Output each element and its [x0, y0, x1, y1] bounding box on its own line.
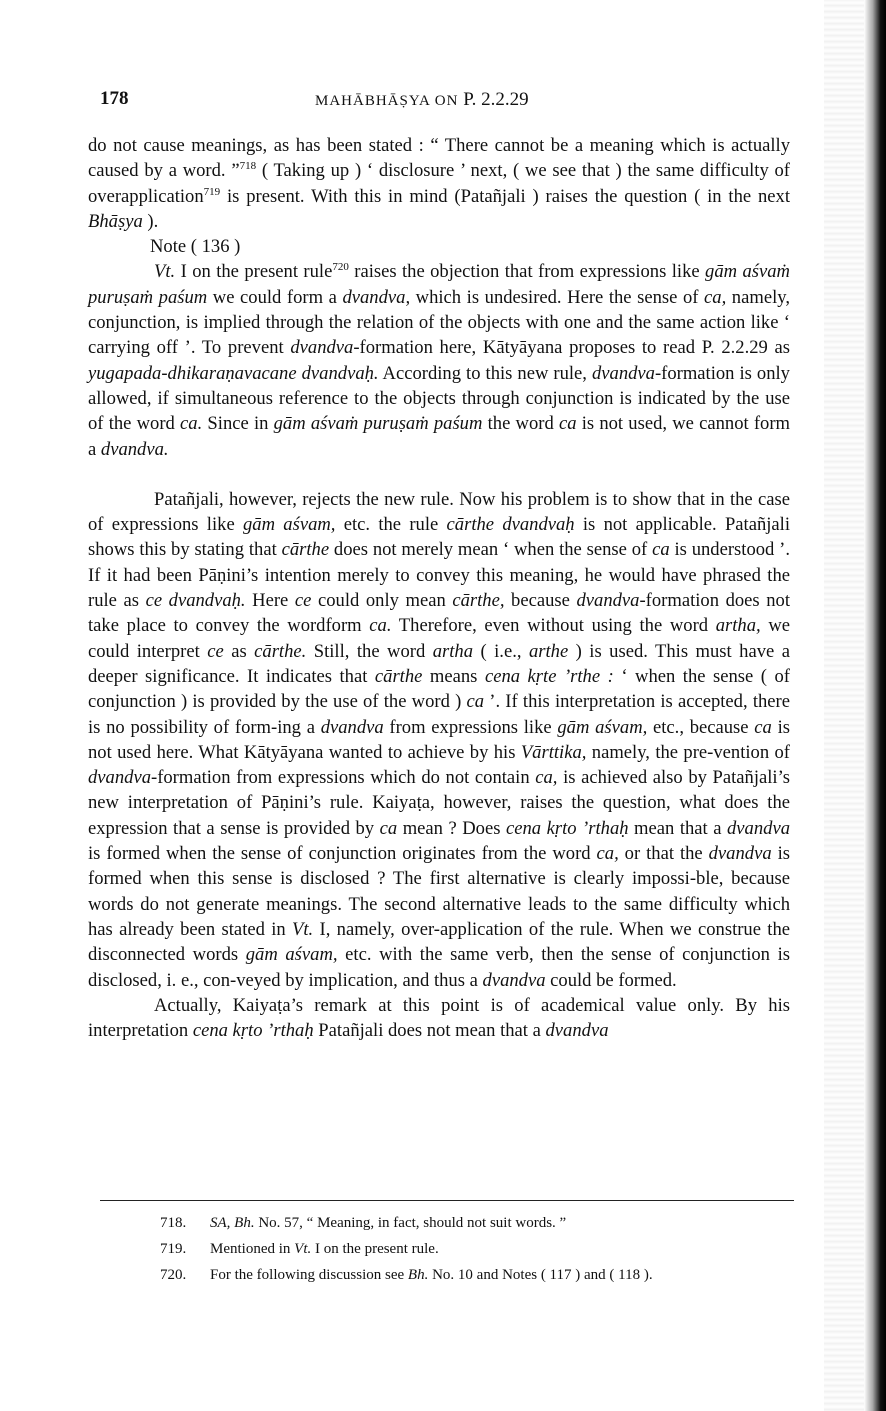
paragraph-continued: do not cause meanings, as has been stated : “ There cannot be a meaning which is actually caused by a word. ”$^{718}$ ( Taking up ) ‘ disclosure ’ next, ( we see that ) the same difficulty of overapplication$^{719}$ is present. With this in mind (Patañjali ) raises the question ( in the next Bhāṣya ).	[88, 135, 790, 232]
footnote-divider	[100, 1200, 794, 1201]
body-text	[88, 133, 790, 1043]
footnote-718: 718. SA, Bh. No. 57, “ Meaning, in fact, should not suit words. ”	[160, 1215, 567, 1231]
footnote-720: 720. For the following discussion see Bh. No. 10 and Notes ( 117 ) and ( 118 ).	[160, 1267, 653, 1283]
scan-page-edge	[864, 0, 886, 1411]
paragraph-patanjali: Patañjali, however, rejects the new rule. Now his problem is to show that in the case of expressions like gām aśvam, etc. the rule cārthe dvandvaḥ is not applicable. Patañjali shows this by stating that cārthe does not merely mean ‘ when the sense of ca is understood ’. If it had been Pāṇini’s intention merely to convey this meaning, he would have phrased the rule as ce dvandvaḥ. Here ce could only mean cārthe, because dvandva-formation does not take place to convey the wordform ca. Therefore, even without using the word artha, we could interpret ce as cārthe. Still, the word artha ( i.e., arthe ) is used. This must have a deeper significance. It indicates that cārthe means cena kṛte ’rthe : ‘ when the sense ( of conjunction ) is provided by the use of the word ) ca ’. If this interpretation is accepted, there is no possibility of form-ing a dvandva from expressions like gām aśvam, etc., because ca is not used here. What Kātyāyana wanted to achieve by his Vārttika, namely, the pre-vention of dvandva-formation from expressions which do not contain ca, is achieved also by Patañjali’s new interpretation of Pāṇini’s rule. Kaiyaṭa, however, raises the question, what does the expression that a sense is provided by ca mean ? Does cena kṛto ’rthaḥ mean that a dvandva is formed when the sense of conjunction originates from the word ca, or that the dvandva is formed when this sense is disclosed ? The first alternative is clearly impossi-ble, because words do not generate meanings. The second alternative leads to the same difficulty which has already been stated in Vt. I, namely, over-application of the rule. When we construe the disconnected words gām aśvam, etc. with the same verb, then the sense of conjunction is disclosed, i. e., con-veyed by implication, and thus a dvandva could be formed.	[88, 488, 791, 991]
note-heading: Note ( 136 )	[150, 236, 241, 258]
running-head	[315, 89, 529, 111]
page-header	[100, 88, 800, 114]
footnote-ref-719: 719	[203, 185, 221, 198]
page-number: 178	[100, 88, 129, 109]
scan-shadow-texture	[824, 0, 864, 1411]
footnote-ref-718: 718	[239, 160, 257, 173]
footnotes	[160, 1210, 800, 1288]
paragraph-note-intro: Vt. I on the present rule$^{720}$ raises the objection that from expressions like gām aśvaṁ puruṣaṁ paśum we could form a dvandva, which is undesired. Here the sense of ca, namely, conjunction, is implied through the relation of the objects with one and the same action like ‘ carrying off ’. To prevent dvandva-formation here, Kātyāyana proposes to read P. 2.2.29 as yugapada-dhikaraṇavacane dvandvaḥ. According to this new rule, dvandva-formation is only allowed, if simultaneous reference to the objects through conjunction is indicated by the use of the word ca. Since in gām aśvaṁ puruṣaṁ paśum the word ca is not used, we cannot form a dvandva.	[88, 261, 791, 460]
running-head-rule: P. 2.2.29	[463, 89, 529, 110]
footnote-719: 719. Mentioned in Vt. I on the present rule.	[160, 1241, 439, 1257]
footnote-ref-720: 720	[332, 261, 349, 274]
running-head-title: MAHĀBHĀṢYA ON	[315, 93, 459, 109]
paragraph-kaiyata: Actually, Kaiyaṭa’s remark at this point is of academical value only. By his interpretation cena kṛto ’rthaḥ Patañjali does not mean that a dvandva	[88, 994, 790, 1042]
